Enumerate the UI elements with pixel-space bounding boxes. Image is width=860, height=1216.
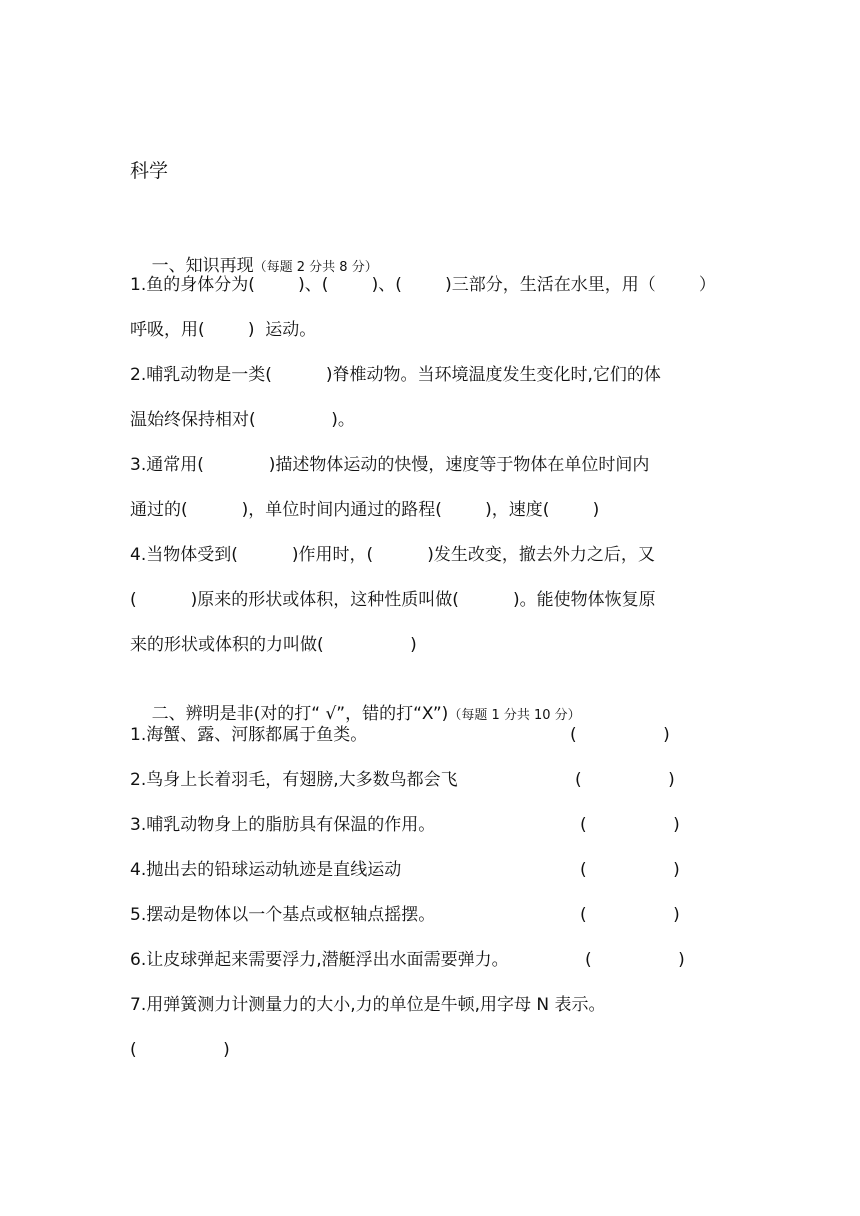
answer-blank[interactable]: ( )	[570, 725, 670, 745]
answer-blank[interactable]: ( )	[580, 815, 680, 835]
page-title: 科学	[130, 160, 169, 182]
true-false-statement: 3.哺乳动物身上的脂肪具有保温的作用。	[130, 815, 436, 835]
question-line: 2.哺乳动物是一类( )脊椎动物。当环境温度发生变化时,它们的体	[130, 365, 661, 385]
question-line: 来的形状或体积的力叫做( )	[130, 635, 417, 655]
question-line: 1.鱼的身体分为( )、( )、( )三部分，生活在水里，用（ ）	[130, 275, 716, 295]
question-line: 3.通常用( )描述物体运动的快慢，速度等于物体在单位时间内	[130, 455, 650, 475]
answer-blank[interactable]: ( )	[585, 950, 685, 970]
section-2-heading-text: 二、辨明是非(对的打“ √”，错的打“X”)	[151, 704, 449, 724]
section-1-heading-text: 一、知识再现	[151, 256, 254, 276]
answer-blank[interactable]: ( )	[130, 1040, 230, 1060]
true-false-statement: 7.用弹簧测力计测量力的大小,力的单位是牛顿,用字母 N 表示。	[130, 995, 606, 1015]
question-line: 通过的( )，单位时间内通过的路程( )，速度( )	[130, 500, 600, 520]
question-line: 温始终保持相对( )。	[130, 410, 355, 430]
section-1-score-note: （每题 2 分共 8 分）	[253, 260, 378, 275]
question-line: 呼吸，用( ) 运动。	[130, 320, 317, 340]
true-false-statement: 5.摆动是物体以一个基点或枢轴点摇摆。	[130, 905, 436, 925]
true-false-statement: 2.鸟身上长着羽毛，有翅膀,大多数鸟都会飞	[130, 770, 458, 790]
true-false-statement: 4.抛出去的铅球运动轨迹是直线运动	[130, 860, 402, 880]
answer-blank[interactable]: ( )	[575, 770, 675, 790]
question-line: 4.当物体受到( )作用时，( )发生改变，撤去外力之后，又	[130, 545, 655, 565]
true-false-statement: 6.让皮球弹起来需要浮力,潜艇浮出水面需要弹力。	[130, 950, 509, 970]
section-2-score-note: （每题 1 分共 10 分）	[448, 708, 581, 723]
answer-blank[interactable]: ( )	[580, 860, 680, 880]
answer-blank[interactable]: ( )	[580, 905, 680, 925]
question-line: ( )原来的形状或体积，这种性质叫做( )。能使物体恢复原	[130, 590, 656, 610]
true-false-statement: 1.海蟹、露、河豚都属于鱼类。	[130, 725, 368, 745]
